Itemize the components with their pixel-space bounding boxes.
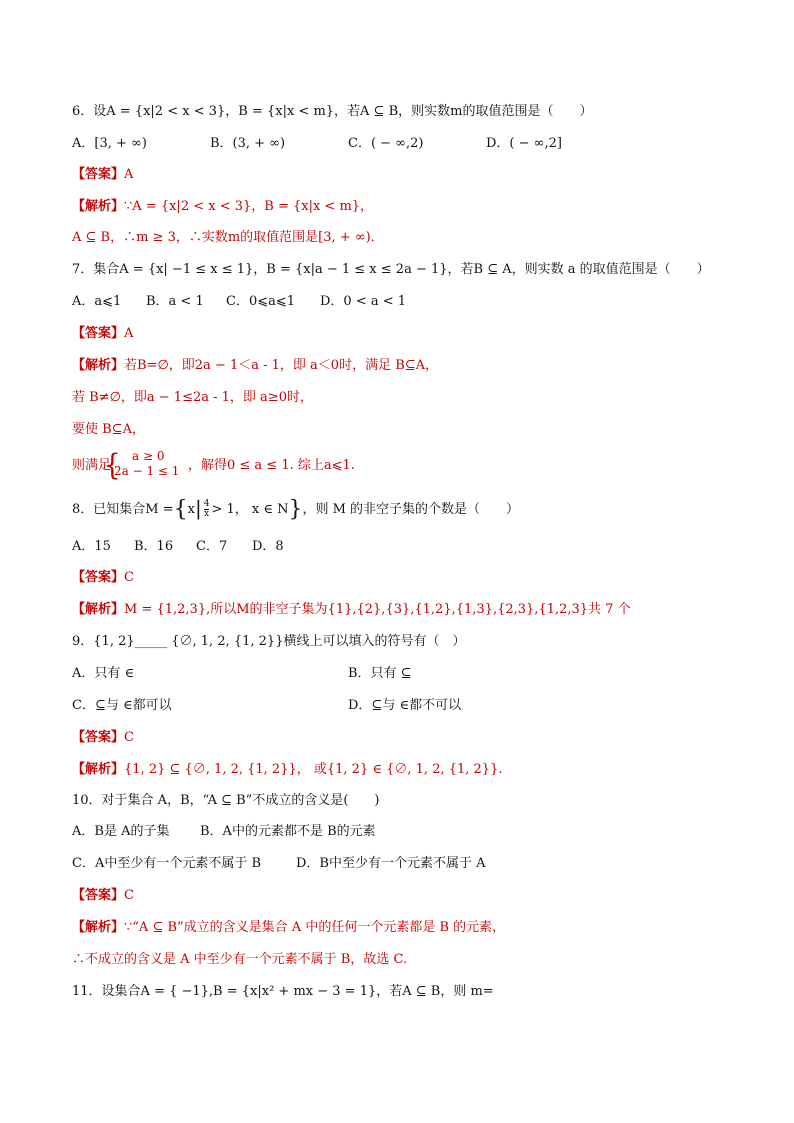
answer-value: A — [124, 326, 134, 341]
q6-analysis-line-1 — [72, 198, 373, 216]
fraction-denominator: x — [204, 509, 210, 519]
analysis-text: M = {1,2,3},所以M的非空子集为{1},{2},{3},{1,2},{1,3},{2,3},{1,2,3}共 7 个 — [124, 602, 631, 617]
q10-option-b: B．A中的元素都不是 B的元素 — [200, 824, 376, 839]
analysis-label: 【解析】 — [72, 762, 125, 777]
answer-label: 【答案】 — [72, 167, 125, 182]
cases-row-2: 2a − 1 ≤ 1 — [114, 464, 180, 478]
q10-option-c: C．A中至少有一个元素不属于 B — [72, 856, 262, 871]
analysis-text: ∵A = {x|2 < x < 3}，B = {x|x < m}， — [124, 199, 374, 214]
q8-stem-pre: 8．已知集合M = — [72, 502, 174, 517]
answer-value: A — [124, 167, 134, 182]
q9-stem: 9．{1, 2}_____ {∅, 1, 2, {1, 2}}横线上可以填入的符号有（ ） — [72, 634, 466, 649]
q6-stem: 6．设A = {x|2 < x < 3}，B = {x|x < m}，若A ⊆ B，则实数m的取值范围是（ ） — [72, 104, 593, 119]
q7-analysis-line-1 — [72, 357, 438, 375]
q7-answer — [72, 325, 133, 343]
q6-option-a: A．[3, + ∞) — [72, 136, 147, 151]
q7-option-a: A．a⩽1 — [72, 294, 122, 309]
q9-option-a: A．只有 ∈ — [72, 666, 135, 681]
analysis-text: {1, 2} ⊆ {∅, 1, 2, {1, 2}}， 或{1, 2} ∈ {∅, 1, 2, {1, 2}}. — [124, 762, 503, 777]
q9-option-c: C．⊆与 ∈都可以 — [72, 698, 172, 713]
q7-analysis-line-2: 若 B≠∅，即a − 1≤2a - 1，即 a≥0时， — [72, 390, 313, 405]
left-brace: { — [104, 449, 121, 483]
q7-option-c: C．0⩽a⩽1 — [226, 294, 296, 309]
q10-answer — [72, 887, 134, 905]
q7-option-d: D．0 < a < 1 — [320, 294, 407, 309]
q9-answer — [72, 729, 134, 747]
q8-stem-post: > 1， x ∈ N — [211, 502, 289, 517]
q8-option-b: B．16 — [134, 539, 174, 554]
right-brace: } — [288, 497, 303, 522]
q10-analysis-line-2: ∴不成立的含义是 A 中至少有一个元素不属于 B，故选 C. — [72, 952, 408, 967]
answer-label: 【答案】 — [72, 570, 125, 585]
q8-answer — [72, 569, 134, 587]
q8-stem-tail: ，则 M 的非空子集的个数是（ ） — [302, 502, 520, 517]
answer-label: 【答案】 — [72, 730, 125, 745]
q10-analysis-line-1 — [72, 919, 505, 937]
q10-option-a: A．B是 A的子集 — [72, 824, 170, 839]
analysis-label: 【解析】 — [72, 199, 125, 214]
answer-label: 【答案】 — [72, 888, 125, 903]
q10-option-d: D．B中至少有一个元素不属于 A — [296, 856, 486, 871]
analysis-label: 【解析】 — [72, 602, 125, 617]
q8-set-var: x — [187, 502, 195, 517]
analysis-label: 【解析】 — [72, 358, 125, 373]
q8-option-d: D．8 — [252, 539, 284, 554]
q9-option-b: B．只有 ⊆ — [348, 666, 412, 681]
q10-stem: 10．对于集合 A，B，“A ⊆ B”不成立的含义是( ) — [72, 793, 380, 808]
q8-fraction — [204, 500, 210, 519]
q8-option-c: C．7 — [196, 539, 228, 554]
q7-analysis-line-3: 要使 B⊆A， — [72, 422, 145, 437]
q9-analysis — [72, 761, 502, 779]
left-brace: { — [173, 497, 188, 522]
q11-stem: 11．设集合A = { −1},B = {x|x² + mx − 3 = 1}，若A ⊆ B，则 m= — [72, 984, 494, 999]
answer-value: C — [124, 730, 134, 745]
q7-cases-suffix: ，解得0 ≤ a ≤ 1. 综上a⩽1. — [188, 458, 355, 473]
q7-option-b: B．a < 1 — [146, 294, 204, 309]
answer-label: 【答案】 — [72, 326, 125, 341]
answer-value: C — [124, 888, 134, 903]
answer-value: C — [124, 570, 134, 585]
q6-option-b: B．(3, + ∞) — [210, 136, 286, 151]
set-bar: | — [194, 496, 202, 520]
analysis-text: 若B=∅，即2a − 1＜a - 1，即 a＜0时，满足 B⊆A， — [124, 358, 439, 373]
fraction-numerator: 4 — [203, 499, 210, 509]
q8-stem — [72, 496, 520, 522]
q6-answer — [72, 166, 133, 184]
q7-cases-prefix: 则满足 — [72, 458, 112, 473]
q9-option-d: D．⊆与 ∈都不可以 — [348, 698, 462, 713]
q6-option-c: C．( − ∞,2) — [348, 136, 424, 151]
cases-row-1: a ≥ 0 — [132, 449, 165, 463]
q6-option-d: D．( − ∞,2] — [486, 136, 562, 151]
q6-analysis-line-2: A ⊆ B，∴m ≥ 3，∴实数m的取值范围是[3, + ∞)． — [72, 230, 384, 245]
analysis-label: 【解析】 — [72, 920, 125, 935]
analysis-text: ∵“A ⊆ B”成立的含义是集合 A 中的任何一个元素都是 B 的元素， — [124, 920, 506, 935]
q7-stem: 7．集合A = {x| −1 ≤ x ≤ 1}，B = {x|a − 1 ≤ x ≤ 2a − 1}，若B ⊆ A，则实数 a 的取值范围是（ ） — [72, 262, 710, 277]
q8-analysis — [72, 601, 631, 619]
q8-option-a: A．15 — [72, 539, 111, 554]
